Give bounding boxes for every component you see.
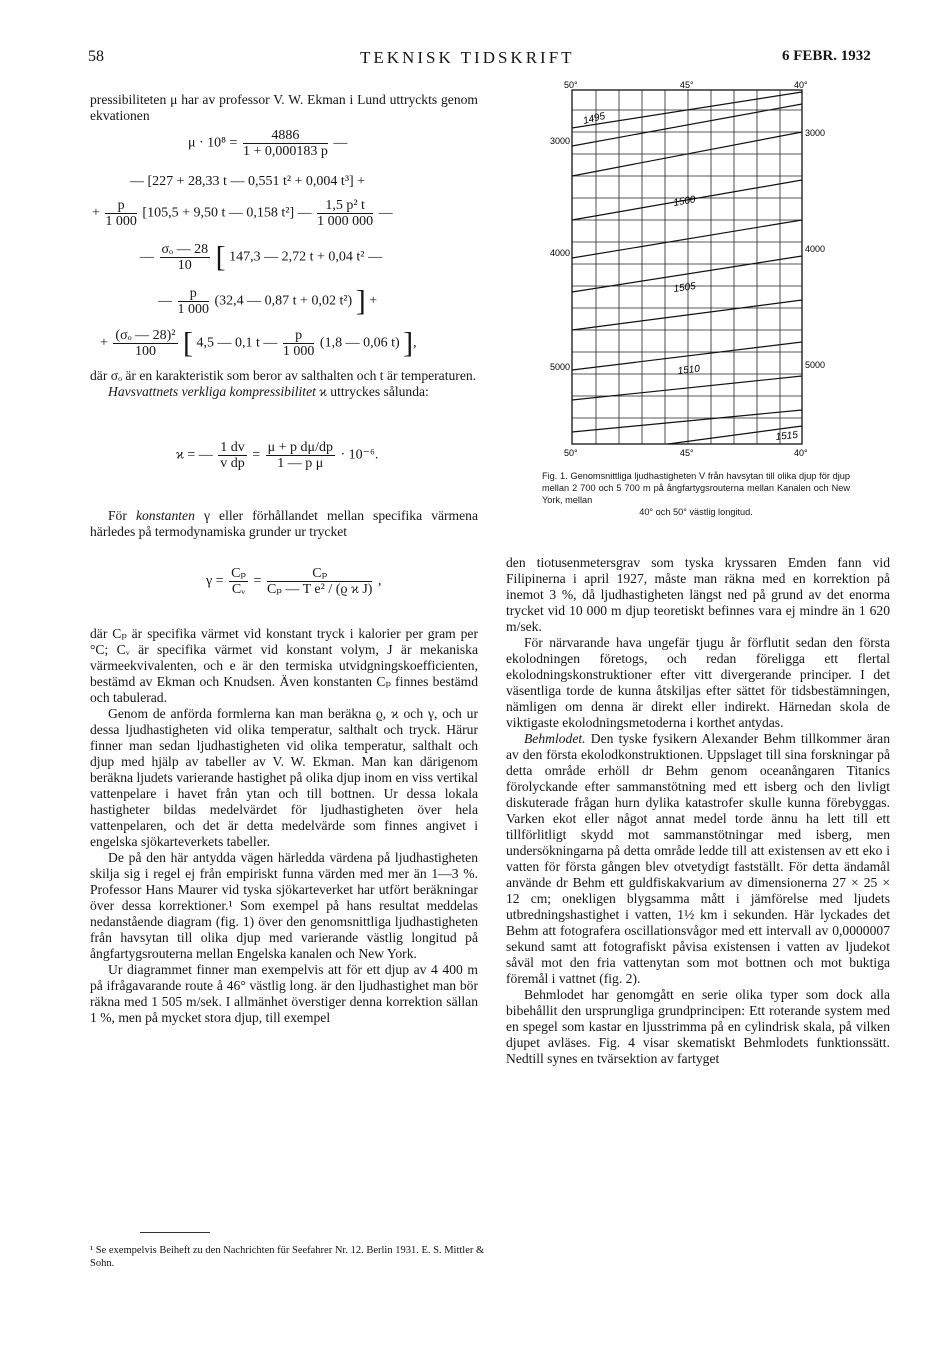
eq8-f2n: Cₚ xyxy=(267,566,373,582)
bottom-label-45: 45° xyxy=(680,448,694,458)
gamma-paragraph xyxy=(90,508,478,540)
figure-isolines xyxy=(572,92,802,444)
right-column xyxy=(506,555,890,1067)
eq7-lhs: ϰ = — xyxy=(176,447,213,463)
eq8-f1d: Cᵥ xyxy=(231,582,246,597)
top-label-45: 45° xyxy=(680,80,694,90)
right-depth-3000: 3000 xyxy=(805,128,826,138)
eq3-f2d: 1 000 000 xyxy=(317,214,374,229)
behm-text: Den tyske fysikern Alexander Behm tillkommer äran av den första ekolodkonstruktionen. Uppslaget till sina forskningar på detta område erhöll dr Behm genom oceanångaren Titanics förolyckande efter sammanstötning med ett isberg och den livligt diskuterade frågan hurn dylika katastrofer skulle kunna förebyggas. Varken ekot eller något annat medel torde ännu ha lett till ett tillförlitligt skydd mot sammanstötningar med isberg, men undersökningarna på detta område ledde till att existensen av ett eko i vatten för första gången blev otvetydigt fastställt. För detta ändamål använde dr Behm ett guldfiskakvarium av dimensionerna 27 × 25 × 12 cm; onekligen blygsamma mått i jämförelse med ljudets utbredningshastighet i vatten, 1½ km i sekunden. Här lyckades det Behm att fotografera oscillationsvågor med ett intervall av 0,0000007 sekund samt att fotografiskt påvisa existensen i vatten av ljudekot såväl mot den fria vattenytan som mot bottnen och mot buktiga föremål i vattnet (fig. 2). xyxy=(506,731,890,986)
compressibility-rest: ϰ uttryckes sålunda: xyxy=(319,384,429,399)
gamma-b: γ eller förhållandet mellan specifika värmena härledes på termodynamiska grunder ur trycket xyxy=(90,508,478,539)
top-label-40: 40° xyxy=(794,80,808,90)
eq7-f1d: v dp xyxy=(220,456,245,471)
eq4-body: 147,3 — 2,72 t + 0,04 t² — xyxy=(229,249,382,265)
eq5-pre: — xyxy=(158,293,172,309)
formulas-paragraph: Genom de anförda formlerna kan man beräkna ϱ, ϰ och γ, och ur dessa ljudhastigheten vid olika temperatur, salthalt och tryck. Härur finner man sedan ljudhastigheten vid olika temperatur, salthalt och djup med hjälp av tabeller av V. W. Ekman. Man kan därigenom beräkna ljudets varierande hastighet på olika djup inom en viss vertikal vattenpelare i havet från ytan och till bottnen. Ur dessa lokala hastigheter bildas medelvärdet för ljudhastigheten över hela vattenpelaren, och det är detta medelvärde som finnes angivet i engelska sjökarteverkets tabeller. xyxy=(90,706,478,849)
eq7-f2d: 1 — p μ xyxy=(277,456,324,471)
eq5-body: (32,4 — 0,87 t + 0,02 t²) xyxy=(214,293,353,309)
curve-label-1515: 1515 xyxy=(775,429,799,443)
behm-paragraph xyxy=(506,731,890,987)
left-depth-5000: 5000 xyxy=(550,362,571,372)
caption-text: Fig. 1. Genomsnittliga ljudhastigheten V från havsytan till olika djup för djup mellan 2 700 och 5 700 m på ångfartygsrouterna mellan Kanalen och New York, mellan xyxy=(542,471,850,505)
eq8-lhs: γ = xyxy=(206,573,224,589)
figure-grid xyxy=(572,90,802,444)
eq6-f2d: 1 000 xyxy=(282,344,315,359)
emden-paragraph: den tiotusenmetersgrav som tyska kryssaren Emden fann vid Filipinerna i april 1927, måste man räkna med en korrektion på inemot 3 %, då ljudhastigheten längst ned på grund av det enorma trycket vid 10 000 m djup teoretiskt befinnes vara ej mindre än 1 620 m/sek. xyxy=(506,555,890,634)
eq6-fn: (σₒ — 28)² xyxy=(115,328,176,343)
eq3-mid: [105,5 + 9,50 t — 0,158 t²] — xyxy=(142,205,312,221)
eq5-tail: + xyxy=(369,293,378,309)
equation-4: — $\frac{\text{σₒ — 28}}{10}$ [ 147,3 — 2,72 t + 0,04 t² — xyxy=(140,240,382,274)
issue-date: 6 FEBR. 1932 xyxy=(782,48,871,64)
curve-label-1505: 1505 xyxy=(672,280,697,295)
eq7-f2n: μ + p dμ/dp xyxy=(267,440,333,455)
left-column-top xyxy=(90,92,478,124)
eq8-tail: , xyxy=(377,573,382,589)
equation-7 xyxy=(176,440,378,471)
curve-label-1510: 1510 xyxy=(677,363,701,377)
equation-5: — $\frac{p}{1 000}$ (32,4 — 0,87 t + 0,02 t²) ] + xyxy=(158,284,378,318)
equation-1 xyxy=(188,128,347,159)
left-column-mid xyxy=(90,368,478,400)
curve-label-1500: 1500 xyxy=(672,194,697,209)
curve-label-1495: 1495 xyxy=(582,110,607,127)
eq6-body2: (1,8 — 0,06 t) xyxy=(319,335,400,351)
right-depth-5000: 5000 xyxy=(805,360,826,370)
eq5-fn: p xyxy=(178,286,210,302)
eq6-f2n: p xyxy=(283,328,315,344)
eq8-eq: = xyxy=(253,573,262,589)
eq1-den: 1 + 0,000183 p xyxy=(242,144,328,159)
figure-1-chart xyxy=(548,80,848,460)
eq6-fd: 100 xyxy=(134,344,156,359)
eq7-f1n: 1 dv xyxy=(220,440,245,455)
page-number: 58 xyxy=(88,48,104,65)
equation-2: — [227 + 28,33 t — 0,551 t² + 0,004 t³] + xyxy=(130,174,366,189)
bottom-label-50: 50° xyxy=(564,448,578,458)
eq1-num: 4886 xyxy=(243,128,328,144)
intro-paragraph: pressibiliteten μ har av professor V. W. Ekman i Lund uttryckts genom ekvationen xyxy=(90,92,478,123)
eq4-fd: 10 xyxy=(177,258,192,273)
left-depth-4000: 4000 xyxy=(550,248,571,258)
left-column-gamma xyxy=(90,508,478,540)
methods-paragraph: För närvarande hava ungefär tjugu år förflutit sedan den första ekolodningen företogs, och redan föreligga ett flertal ekolodningskonstruktioner efter vitt divergerande principer. I det väsentliga torde de kunna åtskiljas efter sättet för tidsbestämningen, nämligen om denna är direkt eller indirekt. Härnedan skola de viktigaste ekolodningsmetoderna i korthet antydas. xyxy=(506,635,890,730)
eq7-tail: · 10⁻⁶. xyxy=(340,447,379,463)
eq1-tail: — xyxy=(333,135,348,151)
gamma-a: För xyxy=(108,508,127,523)
sigma-paragraph: där σₒ är en karakteristik som beror av salthalten och t är temperaturen. xyxy=(90,368,477,383)
gamma-emphasis: konstanten xyxy=(135,508,195,523)
eq6-pre: + xyxy=(100,335,108,351)
footnote-rule xyxy=(140,1232,210,1233)
top-label-50: 50° xyxy=(564,80,578,90)
equation-8 xyxy=(206,566,381,597)
compressibility-emphasis: Havsvattnets verkliga kompressibilitet xyxy=(108,384,316,399)
eq1-lhs: μ · 10⁸ = xyxy=(188,135,238,151)
eq3-tail: — xyxy=(378,205,393,221)
journal-title: TEKNISK TIDSKRIFT xyxy=(360,48,575,67)
maurer-paragraph: De på den här antydda vägen härledda värdena på ljudhastigheten skilja sig i regel ej från empiriskt funna värden med mer än 1—3 %. Professor Hans Maurer vid tyska sjökarteverket har utfört beräkningar över dessa korrektioner.¹ Som exempel på hans resultat meddelas nedanstående diagram (fig. 1) över den genomsnittliga ljudhastigheten från havsytan till olika djup med varierande västlig longitud på ångfartygsrouterna mellan Engelska kanalen och New York. xyxy=(90,850,478,961)
equation-3 xyxy=(92,198,393,229)
bottom-label-40: 40° xyxy=(794,448,808,458)
eq5-fd: 1 000 xyxy=(177,302,209,317)
behmlod-paragraph: Behmlodet har genomgått en serie olika typer som dock alla bibehållit den ursprungliga grundprincipen: Ett roterande system med en spegel som kastar en ljusstrimma på en cylindrisk skala, på vilken djupet avläses. Fig. 4 visar skematiskt Behmlodets funktionssätt. Nedtill synes en tvärsektion av fartyget xyxy=(506,987,890,1066)
behm-heading: Behmlodet. xyxy=(524,731,586,746)
eq4-fn: σₒ — 28 xyxy=(161,242,209,257)
footnote: ¹ Se exempelvis Beiheft zu den Nachrichten für Seefahrer Nr. 12. Berlin 1931. E. S. Mittler & Sohn. xyxy=(90,1245,485,1269)
equation-6: + $\frac{\text{(σₒ — 28)²}}{100}$ [ 4,5 — 0,1 t — $\frac{p}{1 000}$ (1,8 — 0,06 t) ], xyxy=(100,326,417,360)
eq3-f1n: p xyxy=(105,198,137,214)
diagram-example-paragraph: Ur diagrammet finner man exempelvis att för ett djup av 4 400 m på ifrågavarande route å 46° västlig long. är den ljudhastighet man bör räkna med 1 505 m/sek. I allmänhet överstiger denna korrektion sällan 1 %, men på mycket stora djup, till exempel xyxy=(90,962,478,1025)
eq4-pre: — xyxy=(140,249,154,265)
eq8-f1n: Cₚ xyxy=(231,566,247,581)
compressibility-paragraph xyxy=(90,384,478,400)
cp-paragraph: där Cₚ är specifika värmet vid konstant tryck i kalorier per gram per °C; Cᵥ är specifika värmet vid konstant volym, J är mekaniska värmeekvivalenten, och e är den termiska utvidgningskoefficienten, bestämd av Ekman och Knudsen. Även konstanten Cₚ finnes bestämd och tabulerad. xyxy=(90,626,478,705)
eq7-eq: = xyxy=(252,447,261,463)
figure-caption xyxy=(542,470,850,518)
right-depth-4000: 4000 xyxy=(805,244,826,254)
eq3-f1d: 1 000 xyxy=(105,214,137,229)
eq8-f2d: Cₚ — T e² / (ϱ ϰ J) xyxy=(266,582,373,597)
left-depth-3000: 3000 xyxy=(550,136,571,146)
caption-last-line: 40° och 50° västlig longitud. xyxy=(639,507,753,517)
eq3-f2n: 1,5 p² t xyxy=(317,198,373,214)
eq6-body1: 4,5 — 0,1 t — xyxy=(196,335,278,351)
eq6-tail: , xyxy=(413,335,417,351)
left-column-bottom xyxy=(90,626,478,1026)
eq3-pre: + xyxy=(92,205,100,221)
